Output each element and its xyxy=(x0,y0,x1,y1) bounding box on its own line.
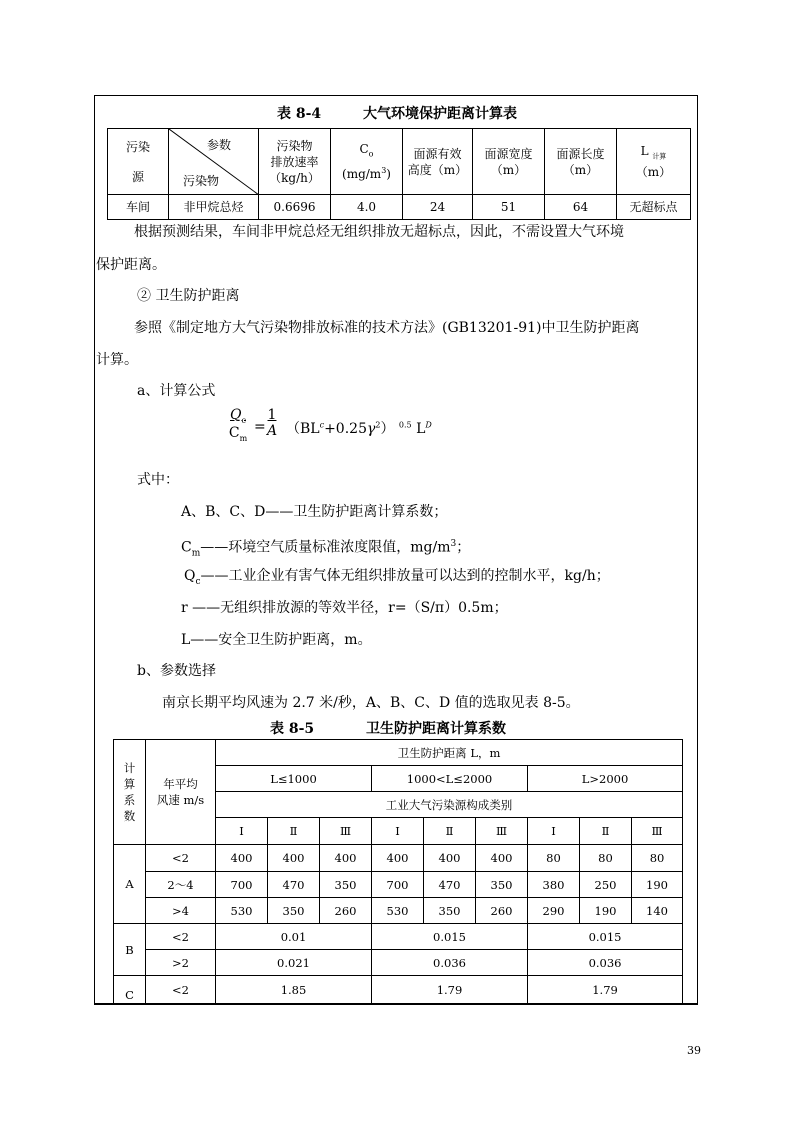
value-cell: 0.021 xyxy=(216,950,372,976)
value-cell: 0.01 xyxy=(216,924,372,950)
formula-num-q-sub: c xyxy=(241,415,246,425)
table-row xyxy=(108,195,691,220)
formula-l: L xyxy=(416,421,426,437)
corner-cell xyxy=(114,740,146,845)
where-label: 式中： xyxy=(137,472,179,488)
table-row xyxy=(114,845,683,872)
value-cell: 700 xyxy=(372,872,424,898)
emission-rate-line1: 污染物 xyxy=(276,138,313,153)
value-cell: 350 xyxy=(476,872,528,898)
coef-a-label: A xyxy=(114,845,146,924)
value-cell: 0.036 xyxy=(528,950,683,976)
cell-source: 车间 xyxy=(108,195,169,220)
header-source-top: 污染 xyxy=(125,139,150,154)
header-source-bottom: 源 xyxy=(131,169,144,184)
formula-den-a: A xyxy=(266,423,278,439)
corner-char-3: 系 xyxy=(123,793,136,807)
paragraph-1-line-1: 根据预测结果，车间非甲烷总烃无组织排放无超标点，因此，不需设置大气环境 xyxy=(134,224,624,240)
formula-fraction-right xyxy=(264,407,280,439)
cell-height: 24 xyxy=(403,195,473,220)
class-header: 工业大气污染源构成类别 xyxy=(216,792,683,818)
value-cell: 0.015 xyxy=(528,924,683,950)
def-qc-text: ——工业企业有害气体无组织排放量可以达到的控制水平，kg/h； xyxy=(200,568,610,584)
l-header: 卫生防护距离 L，m xyxy=(216,740,683,766)
length-line2: （m） xyxy=(562,162,599,177)
range-3: L>2000 xyxy=(528,766,683,792)
formula-bl: （BL xyxy=(286,421,320,437)
value-cell: 400 xyxy=(320,845,372,872)
cell-width: 51 xyxy=(473,195,545,220)
class-cell: Ⅱ xyxy=(580,818,632,845)
coef-b-label: B xyxy=(114,924,146,976)
formula-exponent: 0.5 xyxy=(398,420,412,430)
value-cell: 400 xyxy=(216,845,268,872)
wind-cell: <2 xyxy=(146,976,216,1004)
value-cell: 260 xyxy=(476,898,528,924)
class-cell: Ⅰ xyxy=(372,818,424,845)
table-row xyxy=(114,976,683,1004)
width-line2: （m） xyxy=(490,162,527,177)
value-cell: 80 xyxy=(580,845,632,872)
value-cell: 350 xyxy=(320,872,372,898)
header-source xyxy=(108,129,169,195)
paragraph-2-line-2: 计算。 xyxy=(96,352,138,368)
table-8-5 xyxy=(113,739,683,1004)
value-cell: 190 xyxy=(632,872,683,898)
definition-qc xyxy=(184,566,610,593)
cell-length: 64 xyxy=(545,195,617,220)
cell-pollutant: 非甲烷总烃 xyxy=(169,195,259,220)
param-heading: b、参数选择 xyxy=(137,663,216,679)
header-diag-param: 参数 xyxy=(207,138,232,152)
def-cm-symbol: C xyxy=(181,539,192,556)
formula-heading: a、计算公式 xyxy=(137,383,216,399)
value-cell: 350 xyxy=(424,898,476,924)
def-cm-sup: 3 xyxy=(450,539,457,549)
table-8-4-title: 大气环境保护距离计算表 xyxy=(363,106,517,122)
definition-cm xyxy=(181,534,470,564)
value-cell: 350 xyxy=(268,898,320,924)
table-8-4-caption xyxy=(277,103,517,123)
value-cell: 400 xyxy=(268,845,320,872)
co-symbol: C xyxy=(359,142,369,157)
def-qc-sub: c xyxy=(195,576,201,587)
length-line1: 面源长度 xyxy=(556,146,605,161)
table-8-5-title: 卫生防护距离计算系数 xyxy=(366,721,506,737)
class-cell: Ⅱ xyxy=(268,818,320,845)
table-8-4 xyxy=(107,128,691,220)
def-qc-symbol: Q xyxy=(184,568,196,584)
value-cell: 380 xyxy=(528,872,580,898)
range-2: 1000<L≤2000 xyxy=(372,766,528,792)
table-row xyxy=(114,924,683,950)
emission-rate-line2: 排放速率 xyxy=(270,154,319,169)
formula-den-c-sub: m xyxy=(239,433,248,443)
header-diag-pollutant: 污染物 xyxy=(183,174,220,188)
wind-cell: 2～4 xyxy=(146,872,216,898)
header-l-calc xyxy=(617,129,691,195)
value-cell: 470 xyxy=(268,872,320,898)
corner-char-4: 数 xyxy=(123,809,136,823)
class-cell: Ⅱ xyxy=(424,818,476,845)
formula-body xyxy=(286,418,432,438)
header-emission-rate xyxy=(259,129,331,195)
wind-cell: <2 xyxy=(146,924,216,950)
header-length xyxy=(545,129,617,195)
table-8-5-number: 表 8-5 xyxy=(270,721,315,737)
table-8-4-header-row xyxy=(108,129,691,195)
height-line2: 高度（m） xyxy=(407,162,468,177)
co-unit-sup: 3 xyxy=(381,165,387,175)
header-width xyxy=(473,129,545,195)
l-subscript: 计算 xyxy=(652,152,667,161)
definition-abcd: A、B、C、D——卫生防护距离计算系数； xyxy=(181,504,448,520)
value-cell: 0.015 xyxy=(372,924,528,950)
formula-fraction-left xyxy=(224,407,252,443)
formula-num-q: Q xyxy=(230,407,242,423)
co-subscript: o xyxy=(368,149,374,159)
value-cell: 400 xyxy=(372,845,424,872)
formula-close: ） xyxy=(380,421,395,437)
table-row xyxy=(114,872,683,898)
value-cell: 260 xyxy=(320,898,372,924)
value-cell: 140 xyxy=(632,898,683,924)
l-symbol: L xyxy=(640,143,649,158)
class-cell: Ⅲ xyxy=(632,818,683,845)
clip-mask xyxy=(90,1005,710,1065)
cell-co: 4.0 xyxy=(331,195,403,220)
cell-emission-rate: 0.6696 xyxy=(259,195,331,220)
definition-r: r ——无组织排放源的等效半径，r=（S/π）0.5m； xyxy=(181,600,508,616)
height-line1: 面源有效 xyxy=(413,146,462,161)
paragraph-2-line-1: 参照《制定地方大气污染物排放标准的技术方法》(GB13201-91)中卫生防护距离 xyxy=(134,320,640,336)
class-cell: Ⅲ xyxy=(320,818,372,845)
wind-header-line1: 年平均 xyxy=(163,777,198,791)
formula-gamma: γ xyxy=(366,421,376,437)
table-8-4-number: 表 8-4 xyxy=(277,106,322,122)
wind-cell: <2 xyxy=(146,845,216,872)
value-cell: 1.79 xyxy=(372,976,528,1004)
value-cell: 190 xyxy=(580,898,632,924)
value-cell: 400 xyxy=(476,845,528,872)
value-cell: 530 xyxy=(216,898,268,924)
table-row xyxy=(114,740,683,766)
value-cell: 400 xyxy=(424,845,476,872)
formula-sup-c: c xyxy=(319,420,325,430)
l-unit: （m） xyxy=(635,165,672,180)
formula-l-sup: D xyxy=(425,420,432,430)
value-cell: 250 xyxy=(580,872,632,898)
wind-cell: >4 xyxy=(146,898,216,924)
width-line1: 面源宽度 xyxy=(484,146,533,161)
definition-l: L——安全卫生防护距离，m。 xyxy=(181,632,372,648)
formula-num-1: 1 xyxy=(267,407,277,423)
wind-header xyxy=(146,740,216,845)
wind-header-line2: 风速 m/s xyxy=(156,793,205,807)
table-row xyxy=(114,950,683,976)
value-cell: 1.79 xyxy=(528,976,683,1004)
value-cell: 530 xyxy=(372,898,424,924)
value-cell: 700 xyxy=(216,872,268,898)
table-row xyxy=(114,898,683,924)
header-diagonal-cell xyxy=(169,129,259,195)
page-number: 39 xyxy=(687,1044,701,1057)
cell-l-calc: 无超标点 xyxy=(617,195,691,220)
header-co xyxy=(331,129,403,195)
formula-gamma-sup: 2 xyxy=(375,420,381,430)
def-cm-sub: m xyxy=(191,548,201,559)
value-cell: 290 xyxy=(528,898,580,924)
table-8-5-caption xyxy=(270,718,506,738)
section-heading: ② 卫生防护距离 xyxy=(137,288,240,304)
co-unit-close: ) xyxy=(386,166,391,181)
corner-char-1: 计 xyxy=(123,761,136,775)
header-height xyxy=(403,129,473,195)
emission-rate-line3: （kg/h） xyxy=(269,170,320,185)
value-cell: 470 xyxy=(424,872,476,898)
class-cell: Ⅰ xyxy=(216,818,268,845)
value-cell: 80 xyxy=(632,845,683,872)
corner-char-2: 算 xyxy=(123,777,136,791)
value-cell: 0.036 xyxy=(372,950,528,976)
class-cell: Ⅰ xyxy=(528,818,580,845)
paragraph-1-line-2: 保护距离。 xyxy=(96,257,166,273)
frame-bottom-rule-top xyxy=(94,1003,698,1005)
range-1: L≤1000 xyxy=(216,766,372,792)
class-cell: Ⅲ xyxy=(476,818,528,845)
formula-coef: +0.25 xyxy=(324,421,367,437)
def-cm-text: ——环境空气质量标准浓度限值，mg/m xyxy=(200,539,451,556)
wind-cell: >2 xyxy=(146,950,216,976)
value-cell: 80 xyxy=(528,845,580,872)
co-unit: (mg/m xyxy=(342,166,382,181)
value-cell: 1.85 xyxy=(216,976,372,1004)
formula-den-c: C xyxy=(228,424,240,441)
coef-c-label: C xyxy=(114,976,146,1004)
formula-equals: = xyxy=(254,419,266,435)
def-cm-end: ； xyxy=(456,539,471,556)
paragraph-3: 南京长期平均风速为 2.7 米/秒，A、B、C、D 值的选取见表 8-5。 xyxy=(162,695,580,711)
